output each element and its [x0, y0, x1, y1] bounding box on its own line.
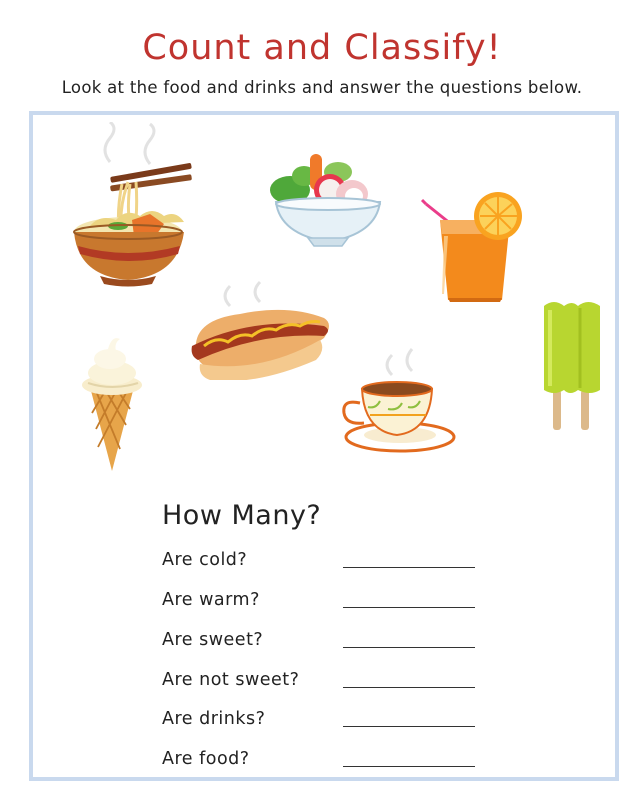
answer-blank[interactable] — [343, 726, 475, 727]
ice-cream-cone-image — [80, 335, 150, 475]
salad-image — [268, 150, 386, 250]
question-row — [162, 550, 482, 576]
answer-blank[interactable] — [343, 687, 475, 688]
hot-dog-image — [190, 280, 330, 380]
question-row — [162, 630, 482, 656]
question-row — [162, 709, 482, 735]
hot-tea-image — [340, 345, 460, 455]
question-label: Are sweet? — [162, 630, 264, 650]
question-label: Are food? — [162, 749, 250, 769]
page-title: Count and Classify! — [142, 28, 502, 68]
orange-juice-image — [420, 190, 532, 305]
questions-heading: How Many? — [162, 500, 322, 531]
question-row — [162, 670, 482, 696]
answer-blank[interactable] — [343, 567, 475, 568]
answer-blank[interactable] — [343, 766, 475, 767]
question-row — [162, 590, 482, 616]
question-label: Are not sweet? — [162, 670, 300, 690]
answer-blank[interactable] — [343, 647, 475, 648]
question-row — [162, 749, 482, 775]
popsicle-image — [540, 300, 606, 435]
question-label: Are cold? — [162, 550, 248, 570]
answer-blank[interactable] — [343, 607, 475, 608]
question-label: Are drinks? — [162, 709, 266, 729]
question-label: Are warm? — [162, 590, 260, 610]
noodle-soup-image — [70, 122, 195, 287]
instructions: Look at the food and drinks and answer the questions below. — [61, 78, 583, 97]
